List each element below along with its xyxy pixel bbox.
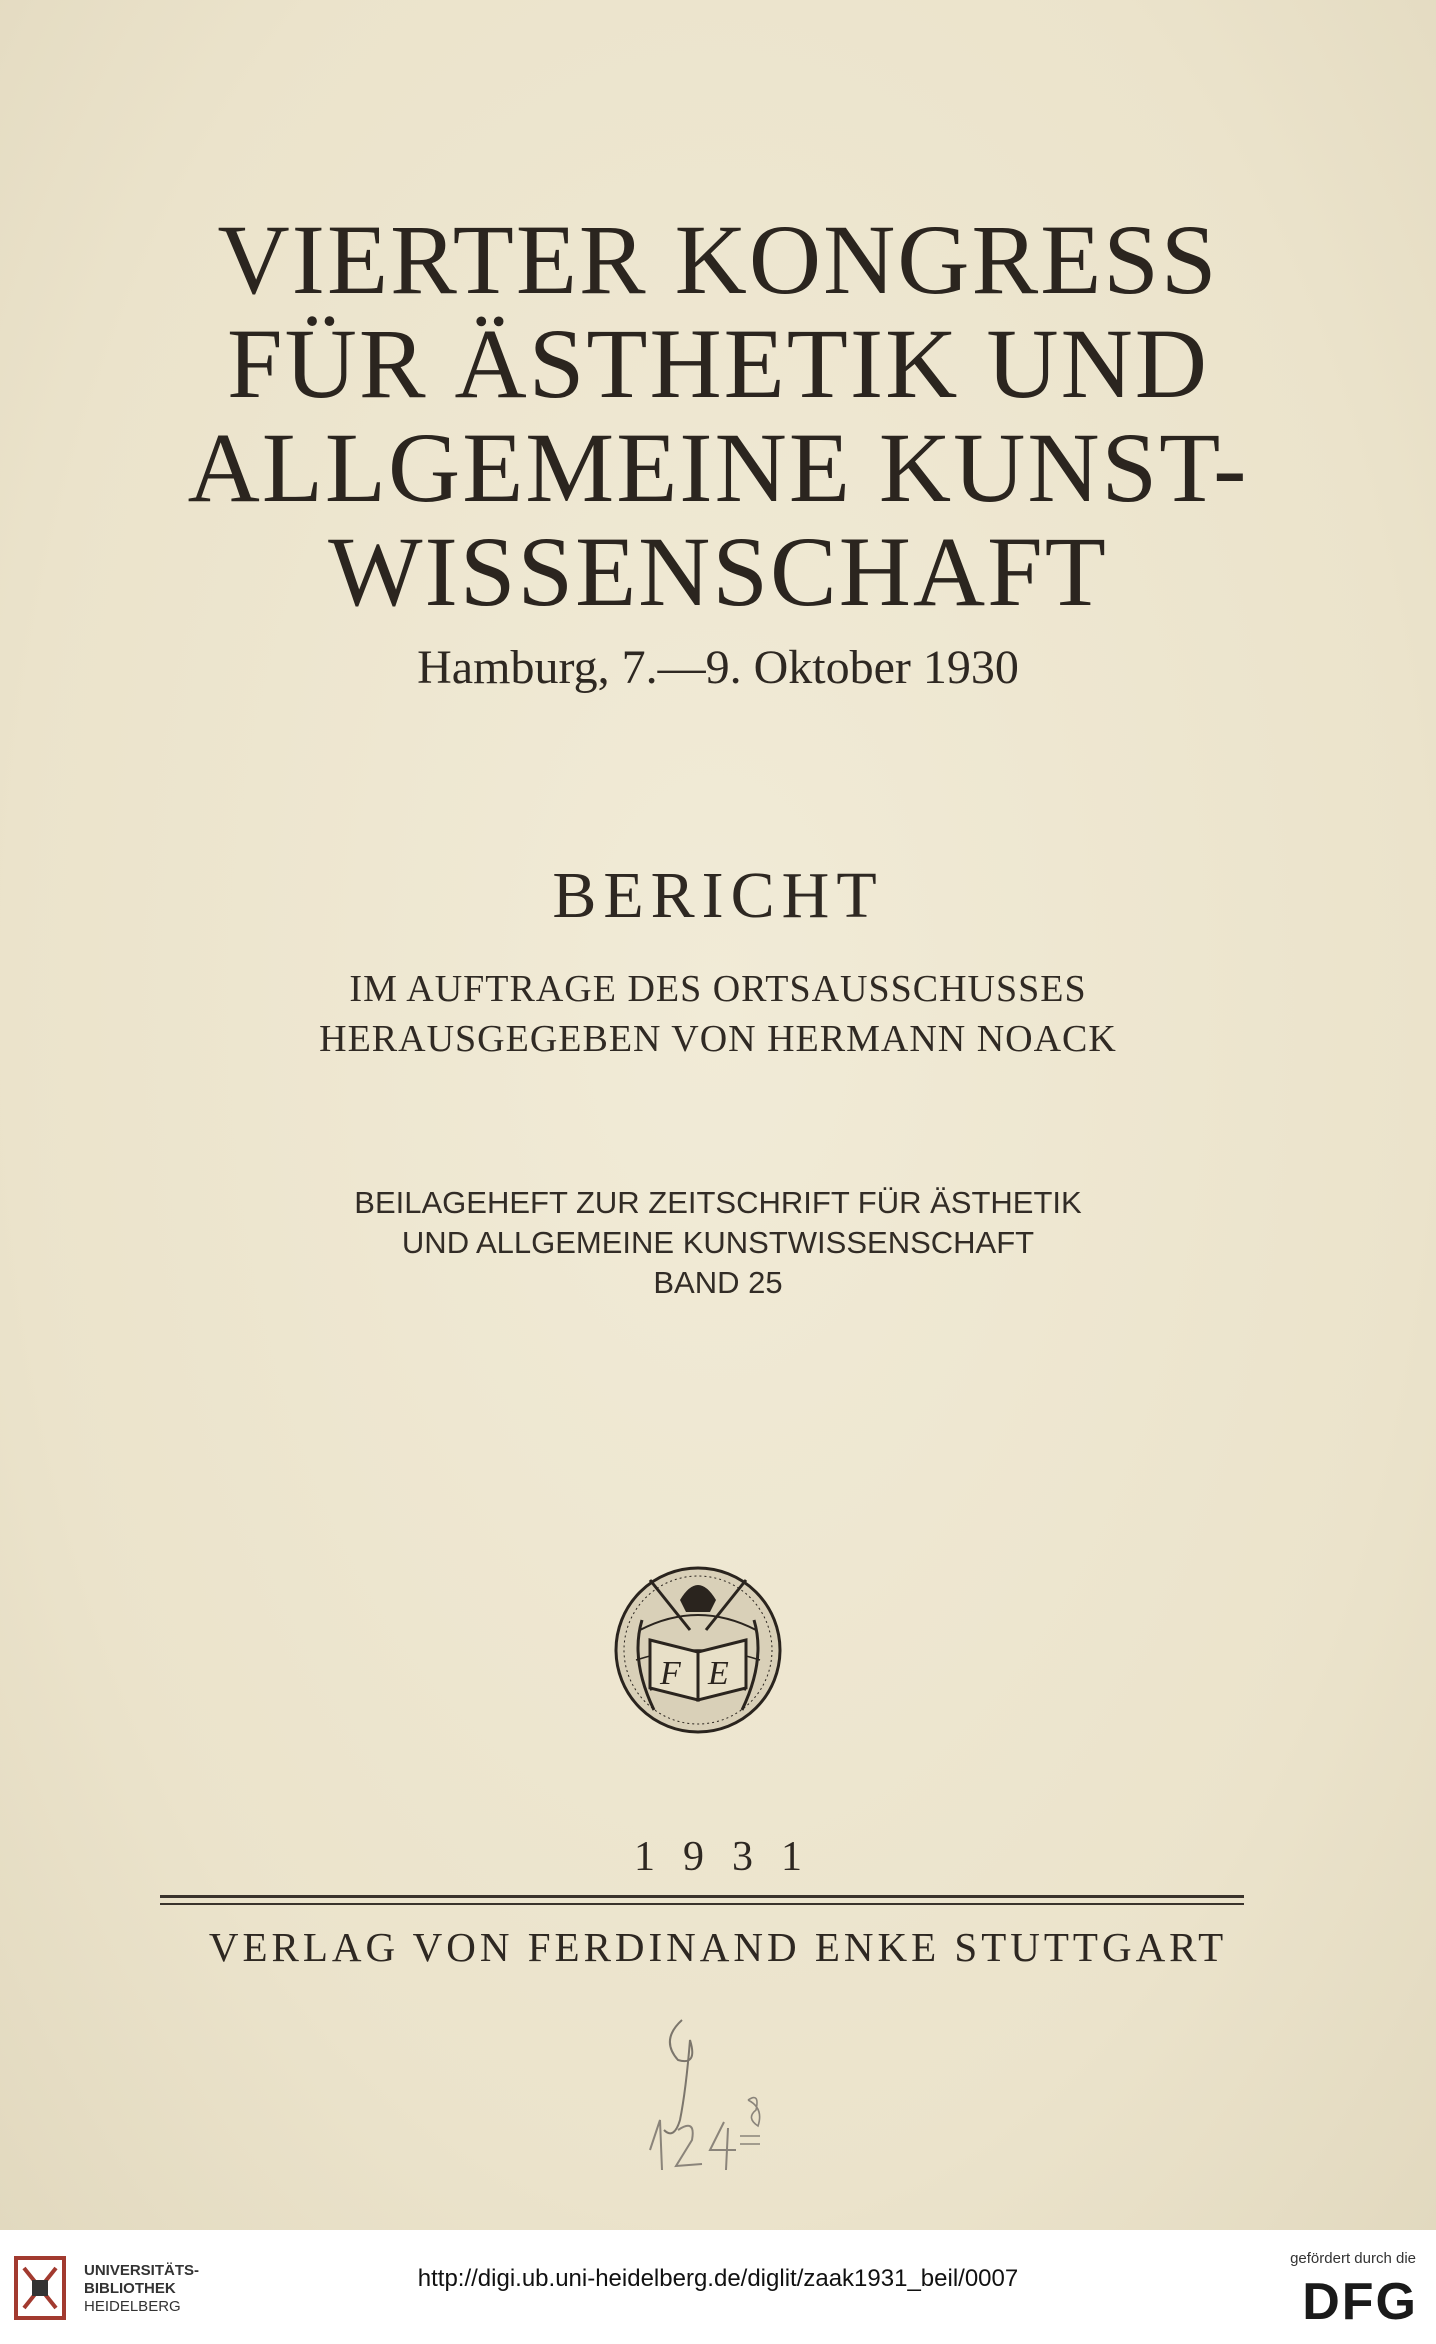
library-name-line-3: HEIDELBERG: [84, 2298, 181, 2315]
rule-line-bottom: [160, 1903, 1244, 1905]
svg-text:E: E: [708, 1655, 729, 1692]
handwritten-shelfmark-icon: [620, 2000, 820, 2180]
publisher-emblem-icon: [610, 1560, 786, 1736]
title-line-3: ALLGEMEINE KUNST-: [187, 412, 1249, 523]
title-line-2: FÜR ÄSTHETIK UND: [227, 308, 1209, 419]
title-line-4: WISSENSCHAFT: [328, 516, 1108, 627]
publisher-imprint: VERLAG VON FERDINAND ENKE STUTTGART: [208, 1924, 1228, 1970]
supplement-line-2: UND ALLGEMEINE KUNSTWISSENSCHAFT: [401, 1225, 1035, 1260]
congress-place-date: Hamburg, 7.—9. Oktober 1930: [417, 641, 1019, 694]
library-name-line-2: BIBLIOTHEK: [84, 2280, 176, 2297]
rule-line-top: [160, 1895, 1244, 1898]
permalink-url[interactable]: http://digi.ub.uni-heidelberg.de/diglit/zaak1931_beil/0007: [417, 2265, 1019, 2292]
editor-line-2: HERAUSGEGEBEN VON HERMANN NOACK: [319, 1018, 1117, 1060]
editor-line-1: IM AUFTRAGE DES ORTSAUSSCHUSSES: [349, 968, 1087, 1010]
report-heading: BERICHT: [552, 859, 884, 932]
svg-text:F: F: [660, 1655, 681, 1692]
title-line-1: VIERTER KONGRESS: [217, 204, 1219, 315]
supplement-line-1: BEILAGEHEFT ZUR ZEITSCHRIFT FÜR ÄSTHETIK: [354, 1185, 1082, 1220]
publication-year: 1931: [634, 1834, 830, 1880]
library-name-line-1: UNIVERSITÄTS-: [84, 2262, 200, 2279]
funding-caption: gefördert durch die: [1290, 2250, 1416, 2267]
supplement-line-3: BAND 25: [653, 1265, 783, 1300]
double-rule: [160, 1895, 1244, 1909]
dfg-logo-icon: DFG: [1302, 2273, 1418, 2331]
